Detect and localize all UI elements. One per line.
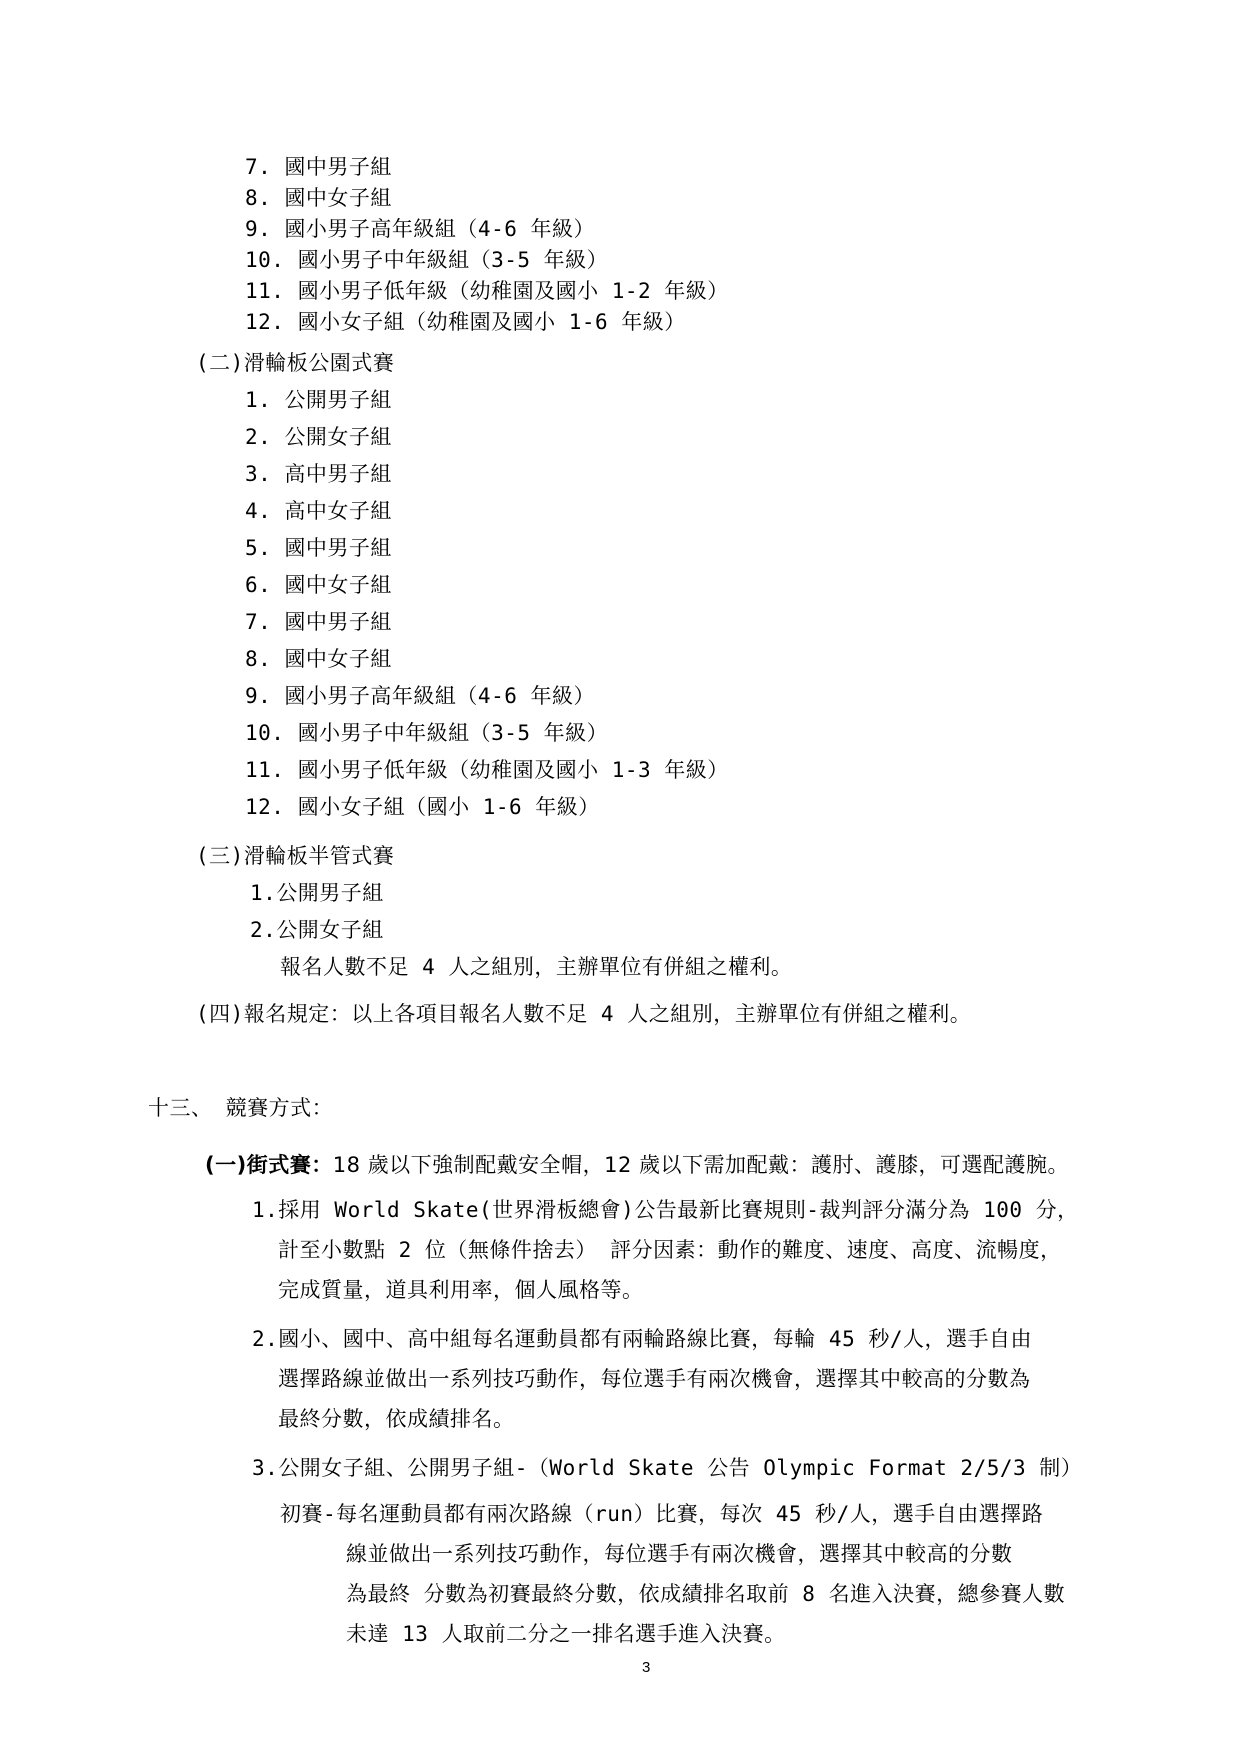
section2-item: 4. 高中女子組 (245, 499, 392, 523)
street-style-text: 18 歲以下強制配戴安全帽，12 歲以下需加配戴：護肘、護膝，可選配護腕。 (332, 1153, 1069, 1177)
section2-item: 10. 國小男子中年級組（3-5 年級） (245, 721, 609, 745)
list-a-item-10: 10. 國小男子中年級組（3-5 年級） (245, 248, 609, 272)
section2-heading: (二)滑輪板公園式賽 (196, 351, 395, 375)
section2-item: 7. 國中男子組 (245, 610, 392, 634)
list-a-item-7: 7. 國中男子組 (245, 155, 392, 179)
section2-item: 3. 高中男子組 (245, 462, 392, 486)
list-a-item-9: 9. 國小男子高年級組（4-6 年級） (245, 217, 596, 241)
section3-item: 1.公開男子組 (250, 881, 384, 905)
section3-item: 2.公開女子組 (250, 918, 384, 942)
section2-item: 11. 國小男子低年級（幼稚園及國小 1-3 年級） (245, 758, 729, 782)
section3-heading: (三)滑輪板半管式賽 (196, 844, 395, 868)
rule1-line: 完成質量，道具利用率，個人風格等。 (278, 1278, 644, 1302)
section3-note: 報名人數不足 4 人之組別，主辦單位有併組之權利。 (280, 955, 793, 979)
rule1-line: 1.採用 World Skate(世界滑板總會)公告最新比賽規則-裁判評分滿分為 100 分， (252, 1198, 1079, 1222)
section2-item: 9. 國小男子高年級組（4-6 年級） (245, 684, 596, 708)
rule2-line: 2.國小、國中、高中組每名運動員都有兩輪路線比賽，每輪 45 秒/人，選手自由 (252, 1327, 1032, 1351)
section2-item: 5. 國中男子組 (245, 536, 392, 560)
section2-item: 1. 公開男子組 (245, 388, 392, 412)
prelim-line: 為最終 分數為初賽最終分數，依成績排名取前 8 名進入決賽，總參賽人數 (346, 1582, 1066, 1606)
list-a-item-11: 11. 國小男子低年級（幼稚園及國小 1-2 年級） (245, 279, 729, 303)
section2-item: 6. 國中女子組 (245, 573, 392, 597)
list-a-item-8: 8. 國中女子組 (245, 186, 392, 210)
prelim-line: 未達 13 人取前二分之一排名選手進入決賽。 (346, 1622, 786, 1646)
list-a-item-12: 12. 國小女子組（幼稚園及國小 1-6 年級） (245, 310, 686, 334)
rule1-line: 計至小數點 2 位（無條件捨去） 評分因素：動作的難度、速度、高度、流暢度， (278, 1238, 1062, 1262)
section2-item: 8. 國中女子組 (245, 647, 392, 671)
street-style-label: (一)街式賽： (205, 1153, 333, 1177)
section2-item: 12. 國小女子組（國小 1-6 年級） (245, 795, 600, 819)
chapter13-title: 十三、 競賽方式： (148, 1096, 334, 1120)
street-style-rule (205, 1155, 1069, 1176)
section2-item: 2. 公開女子組 (245, 425, 392, 449)
prelim-line: 線並做出一系列技巧動作，每位選手有兩次機會，選擇其中較高的分數 (346, 1542, 1013, 1566)
rule3-line: 3.公開女子組、公開男子組-（World Skate 公告 Olympic Format 2/5/3 制） (252, 1456, 1083, 1480)
section4-rule: (四)報名規定：以上各項目報名人數不足 4 人之組別，主辦單位有併組之權利。 (196, 1002, 972, 1026)
prelim-line: 初賽-每名運動員都有兩次路線（run）比賽，每次 45 秒/人，選手自由選擇路 (280, 1502, 1044, 1526)
rule2-line: 最終分數，依成績排名。 (278, 1407, 515, 1431)
rule2-line: 選擇路線並做出一系列技巧動作，每位選手有兩次機會，選擇其中較高的分數為 (278, 1367, 1031, 1391)
page-number: 3 (642, 1659, 651, 1676)
